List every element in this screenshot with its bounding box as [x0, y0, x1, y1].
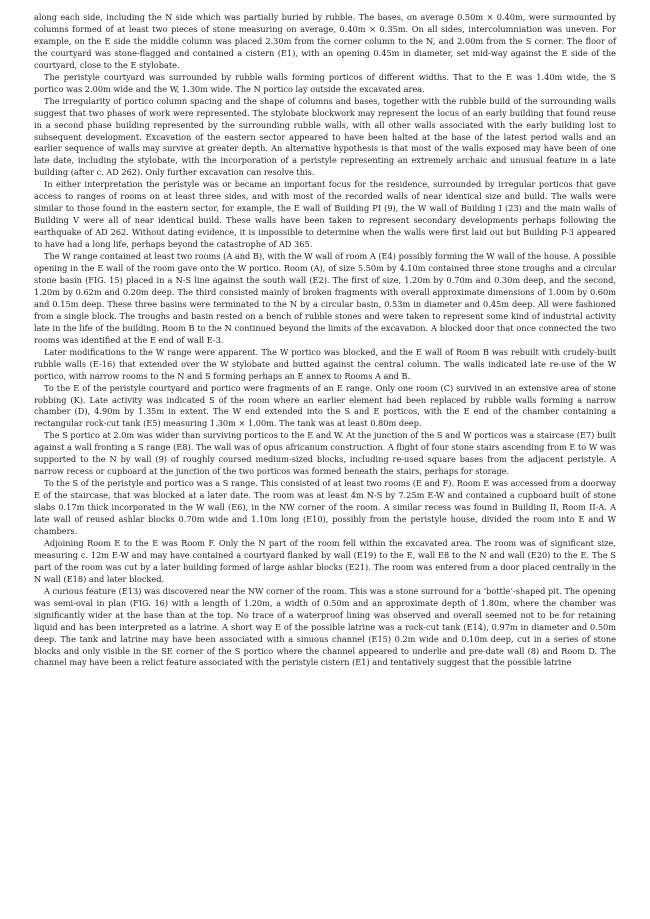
paragraph-7: To the E of the peristyle courtyard and portico were fragments of an E range. Only one room (C) survived in an extensive area of stone robbing (K). Late activity was indicated S of the room where an earlier element had been replaced by rubble walls forming a narrow chamber (D), 4.90m by 1.35m in extent. The W end extended into the S and E porticos, with the E end of the chamber containing a rectangular rock-cut tank (E5) measuring 1.30m × 1.00m. The tank was at least 0.80m deep. — [34, 382, 616, 429]
paragraph-2: The peristyle courtyard was surrounded by rubble walls forming porticos of different widths. That to the E was 1.40m wide, the S portico was 2.00m wide and the W, 1.30m wide. The N portico lay outside the excavated area. — [34, 71, 616, 94]
paragraph-8: The S portico at 2.0m was wider than surviving porticos to the E and W. At the junction of the S and W porticos was a staircase (E7) built against a wall fronting a S range (E8). The wall was of opus africanum construction. A flight of four stone stairs ascending from E to W was supported to the N by wall (9) of roughly coursed medium-sized blocks, including re-used square bases from the adjacent peristyle. A narrow recess or cupboard at the junction of the two porticos was formed beneath the stairs, perhaps for storage. — [34, 430, 616, 477]
paragraph-9: To the S of the peristyle and portico was a S range. This consisted of at least two rooms (E and F). Room E was accessed from a doorway E of the staircase, that was blocked at a later date. The room was at least 4m N-S by 7.25m E-W and contained a cupboard built of stone slabs 0.17m thick incorporated in the W wall (E6), in the NW corner of the room. A similar recess was found in Building II, Room II-A. A late wall of reused ashlar blocks 0.70m wide and 1.10m long (E10), possibly from the peristyle house, divided the room into E and W chambers. — [34, 478, 616, 536]
paragraph-11: A curious feature (E13) was discovered near the NW corner of the room. This was a stone surround for a ‘bottle’-shaped pit. The opening was semi-oval in plan (FIG. 16) with a length of 1.20m, a width of 0.50m and an approximate depth of 1.80m, where the chamber was significantly wider at the base than at the top. No trace of a waterproof lining was observed and overall seemed not to be for retaining liquid and has been interpreted as a latrine. A short way E of the possible latrine was a rock-cut tank (E14), 0.97m in diameter and 0.50m deep. The tank and latrine may have been associated with a sinuous channel (E15) 0.2m wide and 0.10m deep, cut in a series of stone blocks and only visible in the SE corner of the S portico where the channel appeared to underlie and pre-date wall (8) and Room D. The channel may have been a relict feature associated with the peristyle cistern (E1) and tentatively suggest that the possible latrine — [34, 585, 616, 668]
paragraph-1: along each side, including the N side which was partially buried by rubble. The bases, on average 0.50m × 0.40m, were surmounted by columns formed of at least two pieces of stone measuring on average, 0.40m × 0.35m. On all sides, intercolumniation was uneven. For example, on the E side the middle column was placed 2.30m from the corner column to the N, and 2.00m from the S corner. The floor of the courtyard was stone-flagged and contained a cistern (E1), with an opening 0.45m in diameter, set mid-way against the E side of the courtyard, close to the E stylobate. — [34, 12, 616, 70]
paragraph-4: In either interpretation the peristyle was or became an important focus for the residence, surrounded by irregular porticos that gave access to ranges of rooms on at least three sides, and with most of the recorded walls of near identical size and build. The walls were similar to those found in the eastern sector, for example, the E wall of Building PI (9), the W wall of Building I (23) and the main walls of Building V were all of near identical build. These walls have been taken to represent secondary developments perhaps following the earthquake of AD 262. Without dating evidence, it is impossible to determine when the walls were first laid out but Building P-3 appeared to have had a long life, perhaps beyond the catastrophe of AD 365. — [34, 179, 616, 250]
document-page — [34, 12, 616, 669]
paragraph-6: Later modifications to the W range were apparent. The W portico was blocked, and the E wall of Room B was rebuilt with crudely-built rubble walls (E-16) that extended over the W stylobate and butted against the central column. The walls indicated late re-use of the W portico, with narrow rooms to the N and S forming perhaps an E annex to Rooms A and B. — [34, 346, 616, 381]
paragraph-5: The W range contained at least two rooms (A and B), with the W wall of room A (E4) possibly forming the W wall of the house. A possible opening in the E wall of the room gave onto the W portico. Room (A), of size 5.50m by 4.10m contained three stone troughs and a circular stone basin (FIG. 15) placed in a N-S line against the south wall (E2). The first of size, 1.20m by 0.70m and 0.30m deep, and the second, 1.20m by 0.62m and 0.20m deep. The third consisted mainly of broken fragments with overall approximate dimensions of 1.00m by 0.60m and 0.15m deep. These three basins were terminated to the N by a circular basin, 0.53m in diameter and 0.45m deep. All were fashioned from a single block. The troughs and basin rested on a bench of rubble stones and were taken to represent some kind of industrial activity late in the life of the building. Room B to the N continued beyond the limits of the excavation. A blocked door that once connected the two rooms was identified at the E end of wall E-3. — [34, 251, 616, 345]
paragraph-3: The irregularity of portico column spacing and the shape of columns and bases, together with the rubble build of the surrounding walls suggest that two phases of work were represented. The stylobate blockwork may represent the locus of an early building that found reuse in a second phase building represented by the surrounding rubble walls, with all other walls associated with the early building lost to subsequent development. Excavation of the eastern sector appeared to have been halted at the base of the latest period walls and an earlier sequence of walls may survive at greater depth. An alternative hypothesis is that most of the walls exposed may have been of one late date, including the stylobate, with the incorporation of a peristyle representing an extremely archaic and unusual feature in a late building (after c. AD 262). Only further excavation can resolve this. — [34, 95, 616, 178]
paragraph-10: Adjoining Room E to the E was Room F. Only the N part of the room fell within the excavated area. The room was of significant size, measuring c. 12m E-W and may have contained a courtyard flanked by wall (E19) to the E, wall E8 to the N and wall (E20) to the E. The S part of the room was cut by a later building formed of large ashlar blocks (E21). The room was entered from a door placed centrally in the N wall (E18) and later blocked. — [34, 537, 616, 584]
